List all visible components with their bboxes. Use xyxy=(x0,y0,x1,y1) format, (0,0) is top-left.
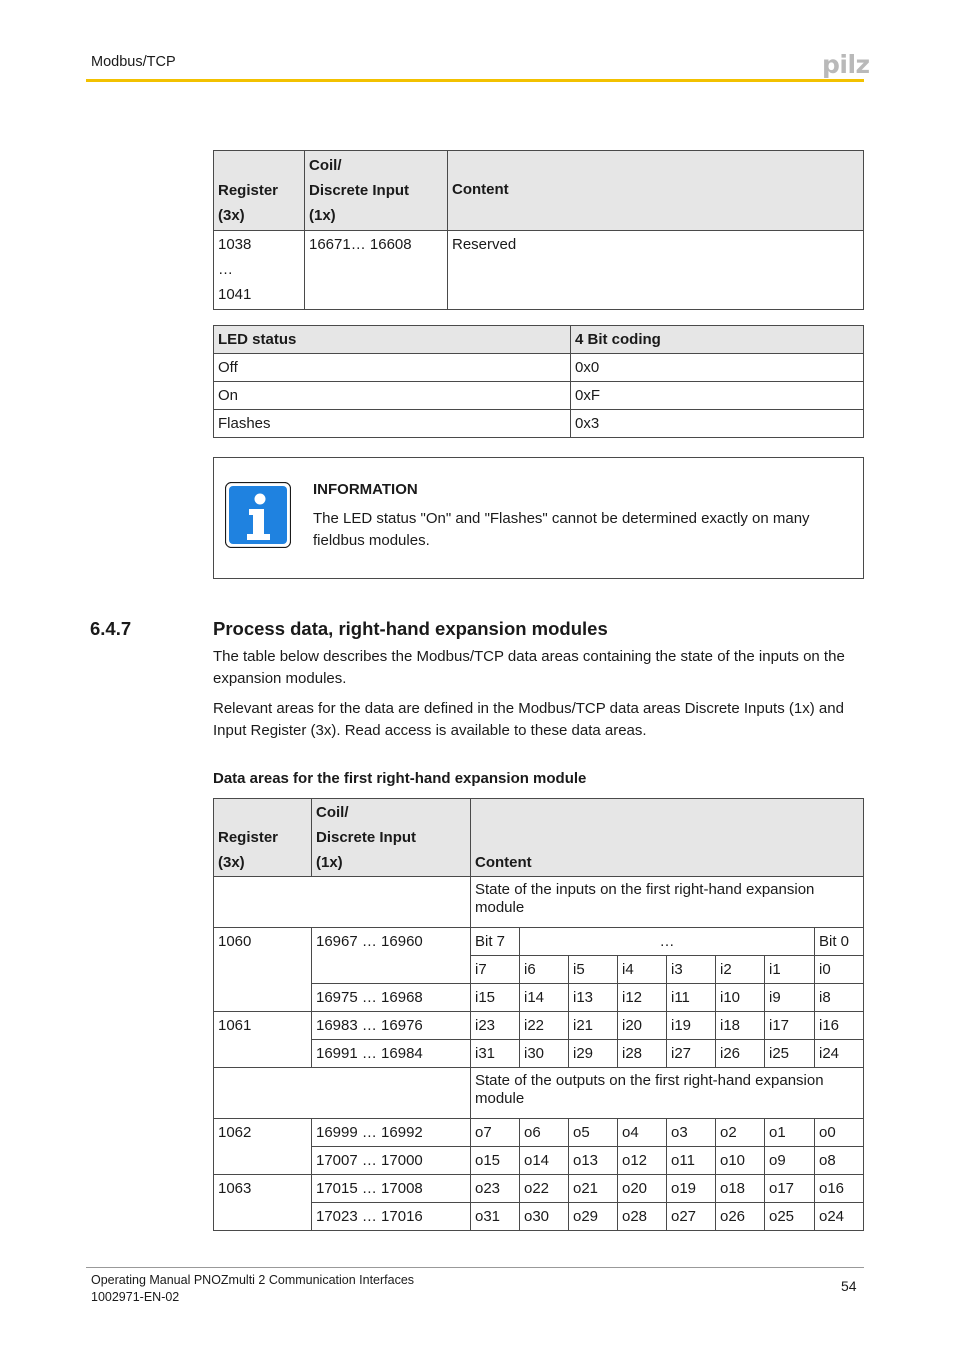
cell-bit: i5 xyxy=(569,956,618,984)
expansion-module-table xyxy=(213,798,864,1231)
cell-bit: o3 xyxy=(667,1119,716,1147)
header-line: (3x) xyxy=(218,207,245,224)
cell-bit: o4 xyxy=(618,1119,667,1147)
header-register: Register (3x) xyxy=(214,799,312,877)
table-row xyxy=(214,354,864,382)
cell-bit: i1 xyxy=(765,956,815,984)
cell-bit: o21 xyxy=(569,1175,618,1203)
cell-bit: o18 xyxy=(716,1175,765,1203)
paragraph: The table below describes the Modbus/TCP data areas containing the state of the inputs on the expansion modules. xyxy=(213,648,845,687)
header-content: Content xyxy=(471,799,864,877)
header-led-status: LED status xyxy=(214,326,571,354)
cell-bit: o1 xyxy=(765,1119,815,1147)
table-row xyxy=(214,1068,864,1119)
cell-bit: i24 xyxy=(815,1040,864,1068)
table-row xyxy=(214,1147,864,1175)
cell-content: Reserved xyxy=(448,231,864,310)
cell-bit-ellipsis: … xyxy=(520,928,815,956)
cell-bit: o6 xyxy=(520,1119,569,1147)
information-icon xyxy=(225,482,291,548)
cell-coil: 16975 … 16968 xyxy=(312,984,471,1012)
cell-bit: i28 xyxy=(618,1040,667,1068)
cell-bit: i30 xyxy=(520,1040,569,1068)
cell-bit: i13 xyxy=(569,984,618,1012)
table-row xyxy=(214,410,864,438)
cell-bit: o24 xyxy=(815,1203,864,1231)
section-title: Process data, right-hand expansion modules xyxy=(213,618,608,639)
footer-document-number: 1002971-EN-02 xyxy=(91,1290,180,1304)
table-row xyxy=(214,928,864,956)
paragraph: Relevant areas for the data are defined in the Modbus/TCP data areas Discrete Inputs (1x) and Input Register (3x). Read access is available to these data areas. xyxy=(213,700,844,739)
table-row xyxy=(214,1040,864,1068)
header-bit-coding: 4 Bit coding xyxy=(571,326,864,354)
cell-led-status: Off xyxy=(214,354,571,382)
cell-bit: i26 xyxy=(716,1040,765,1068)
header-line: Discrete Input xyxy=(309,182,410,199)
cell-bit: o25 xyxy=(765,1203,815,1231)
cell-bit: i18 xyxy=(716,1012,765,1040)
cell-bit: o5 xyxy=(569,1119,618,1147)
header-line: Register xyxy=(218,182,279,199)
header-content: Content xyxy=(448,151,864,231)
cell-bit: o0 xyxy=(815,1119,864,1147)
table-header-row xyxy=(214,799,864,877)
cell-bit: i7 xyxy=(471,956,520,984)
cell-coil: 16991 … 16984 xyxy=(312,1040,471,1068)
cell-bit-label: Bit 7 xyxy=(471,928,520,956)
cell-bit: o17 xyxy=(765,1175,815,1203)
table-row xyxy=(214,1119,864,1147)
cell-coil: 16671… 16608 xyxy=(305,231,448,310)
cell-bit: o9 xyxy=(765,1147,815,1175)
cell-register: 1038 … 1041 xyxy=(214,231,305,310)
cell-bit: o13 xyxy=(569,1147,618,1175)
header-coil xyxy=(305,151,448,231)
cell-led-status: Flashes xyxy=(214,410,571,438)
cell-bit: i19 xyxy=(667,1012,716,1040)
table-row xyxy=(214,1012,864,1040)
cell-led-status: On xyxy=(214,382,571,410)
cell-register: 1060 xyxy=(214,928,312,1012)
table-row xyxy=(214,984,864,1012)
cell-bit: i27 xyxy=(667,1040,716,1068)
cell-bit: i10 xyxy=(716,984,765,1012)
header-coil: Coil/ Discrete Input (1x) xyxy=(312,799,471,877)
cell-bit: i6 xyxy=(520,956,569,984)
led-status-table xyxy=(213,325,864,438)
running-header: Modbus/TCP xyxy=(91,54,176,70)
cell-bit: i0 xyxy=(815,956,864,984)
footer-divider xyxy=(86,1267,864,1268)
table-row xyxy=(214,382,864,410)
cell-bit: o8 xyxy=(815,1147,864,1175)
cell-coil: 17007 … 17000 xyxy=(312,1147,471,1175)
cell-coil: 16983 … 16976 xyxy=(312,1012,471,1040)
cell-bit-coding: 0x0 xyxy=(571,354,864,382)
cell-coil: 17023 … 17016 xyxy=(312,1203,471,1231)
cell-bit: i22 xyxy=(520,1012,569,1040)
cell-bit: o30 xyxy=(520,1203,569,1231)
cell-bit: o27 xyxy=(667,1203,716,1231)
cell-bit: o26 xyxy=(716,1203,765,1231)
cell-bit: o11 xyxy=(667,1147,716,1175)
cell-bit: i3 xyxy=(667,956,716,984)
cell-inputs-description: State of the inputs on the first right-hand expansion module xyxy=(471,877,864,928)
cell-bit: i9 xyxy=(765,984,815,1012)
table-row xyxy=(214,1175,864,1203)
cell-bit: o29 xyxy=(569,1203,618,1231)
section-number: 6.4.7 xyxy=(90,618,132,639)
cell-bit: i25 xyxy=(765,1040,815,1068)
cell-bit: o22 xyxy=(520,1175,569,1203)
cell-empty xyxy=(214,1068,471,1119)
cell-bit: o12 xyxy=(618,1147,667,1175)
cell-bit-coding: 0xF xyxy=(571,382,864,410)
cell-bit: o14 xyxy=(520,1147,569,1175)
table-row xyxy=(214,1203,864,1231)
cell-bit: o23 xyxy=(471,1175,520,1203)
cell-bit: o10 xyxy=(716,1147,765,1175)
cell-register: 1062 xyxy=(214,1119,312,1175)
cell-register: 1061 xyxy=(214,1012,312,1068)
cell-bit: i2 xyxy=(716,956,765,984)
table-header-row xyxy=(214,151,864,231)
cell-bit: o19 xyxy=(667,1175,716,1203)
cell-bit: i14 xyxy=(520,984,569,1012)
register-table-reserved xyxy=(213,150,864,310)
table-row xyxy=(214,877,864,928)
cell-bit: o31 xyxy=(471,1203,520,1231)
cell-bit: i20 xyxy=(618,1012,667,1040)
footer-document-title: Operating Manual PNOZmulti 2 Communication Interfaces xyxy=(91,1273,415,1287)
header-register xyxy=(214,151,305,231)
cell-outputs-description: State of the outputs on the first right-hand expansion module xyxy=(471,1068,864,1119)
page-number: 54 xyxy=(841,1278,857,1294)
cell-bit-coding: 0x3 xyxy=(571,410,864,438)
cell-bit: i23 xyxy=(471,1012,520,1040)
cell-bit: i31 xyxy=(471,1040,520,1068)
table-header-row xyxy=(214,326,864,354)
cell-bit: i21 xyxy=(569,1012,618,1040)
information-text: The LED status "On" and "Flashes" cannot be determined exactly on many fieldbus modules. xyxy=(313,510,810,549)
cell-bit: i17 xyxy=(765,1012,815,1040)
cell-bit: i29 xyxy=(569,1040,618,1068)
cell-bit: o16 xyxy=(815,1175,864,1203)
cell-bit: i15 xyxy=(471,984,520,1012)
table-caption: Data areas for the first right-hand expansion module xyxy=(213,770,587,787)
header-line: Coil/ xyxy=(309,157,342,174)
header-line: (1x) xyxy=(309,207,336,224)
cell-coil: 17015 … 17008 xyxy=(312,1175,471,1203)
cell-bit: i16 xyxy=(815,1012,864,1040)
cell-bit: i4 xyxy=(618,956,667,984)
header-divider xyxy=(86,79,864,82)
cell-empty xyxy=(214,877,471,928)
cell-bit: i12 xyxy=(618,984,667,1012)
cell-bit: o20 xyxy=(618,1175,667,1203)
cell-bit: i8 xyxy=(815,984,864,1012)
cell-bit: o28 xyxy=(618,1203,667,1231)
cell-register: 1063 xyxy=(214,1175,312,1231)
cell-bit: o15 xyxy=(471,1147,520,1175)
cell-bit: o2 xyxy=(716,1119,765,1147)
cell-bit: o7 xyxy=(471,1119,520,1147)
information-title: INFORMATION xyxy=(313,481,418,498)
pilz-logo: pilz xyxy=(822,50,870,79)
cell-bit-label: Bit 0 xyxy=(815,928,864,956)
cell-coil: 16999 … 16992 xyxy=(312,1119,471,1147)
cell-bit: i11 xyxy=(667,984,716,1012)
table-row xyxy=(214,231,864,310)
cell-coil: 16967 … 16960 xyxy=(312,928,471,984)
